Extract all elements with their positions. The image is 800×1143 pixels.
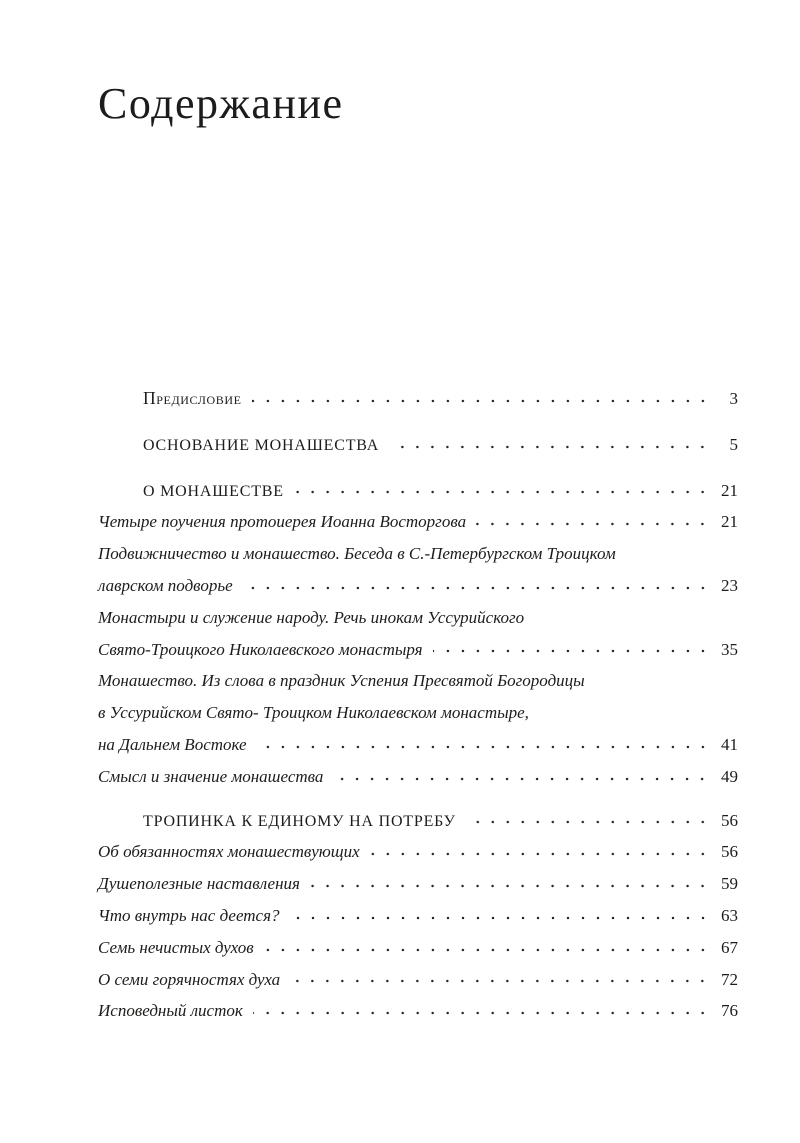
dot-leader [264,945,710,955]
toc-section-title: ОСНОВАНИЕ МОНАШЕСТВА [143,436,380,454]
toc-entry[interactable] [98,995,738,1027]
dot-leader [333,774,710,784]
toc-page-number: 56 [721,810,738,830]
toc-page-number: 23 [721,575,738,595]
dot-leader [476,519,710,529]
toc-entry-title: Свято-Троицкого Николаевского монастыря [98,639,423,659]
dot-leader [389,442,710,452]
toc-entry-title: в Уссурийском Свято- Троицком Николаевском монастыре, [98,703,529,723]
dot-leader [290,913,711,923]
toc-entry-title: на Дальнем Востоке [98,734,247,754]
toc-page-number: 72 [721,969,738,989]
dot-leader [294,487,710,497]
toc-entry[interactable] [98,964,738,996]
toc-entry-line[interactable] [98,538,738,570]
toc-section-founding[interactable] [98,429,738,461]
toc-entry[interactable] [98,634,738,666]
dot-leader [243,583,710,593]
page-title: Содержание [98,79,344,128]
toc-entry[interactable] [98,761,738,793]
toc-entry-title: Смысл и значение монашества [98,766,324,786]
toc-entry-title: Предисловие [143,388,242,408]
toc-page-number: 35 [721,639,738,659]
toc-entry[interactable] [98,506,738,538]
toc-entry[interactable] [98,570,738,602]
dot-leader [433,646,710,656]
dot-leader [257,742,710,752]
toc-section-path[interactable] [98,805,738,837]
toc-page-number: 67 [721,937,738,957]
toc-entry-title: Подвижничество и монашество. Беседа в С.-Петербургском Троицком [98,544,616,564]
toc-entry-title: Душеполезные наставления [98,874,300,894]
toc-entry-line[interactable] [98,697,738,729]
toc-entry-title: Семь нечистых духов [98,937,254,957]
toc-entry-title: Исповедный листок [98,1001,243,1021]
toc-page-number: 76 [721,1001,738,1021]
toc-entry-title: Что внутрь нас деется? [98,905,280,925]
toc-entry-title: Об обязанностях монашествующих [98,842,360,862]
toc-entry[interactable] [98,900,738,932]
toc-entry-title: Четыре поучения протоиерея Иоанна Восторгова [98,512,467,532]
toc-entry[interactable] [98,932,738,964]
dot-leader [253,1008,710,1018]
dot-leader [290,976,710,986]
dot-leader [466,817,710,827]
dot-leader [252,396,710,406]
toc-page-number: 59 [721,874,738,894]
toc-entry-preface[interactable] [98,383,738,415]
toc-entry-line[interactable] [98,602,738,634]
toc-entry[interactable] [98,836,738,868]
toc-entry[interactable] [98,729,738,761]
toc-entry-line[interactable] [98,665,738,697]
toc-section-monasticism[interactable] [98,475,738,507]
toc-page-number: 5 [729,434,738,454]
table-of-contents [98,383,738,1027]
toc-page-number: 3 [729,389,738,408]
toc-entry-title: О семи горячностях духа [98,969,281,989]
toc-entry-title: Монашество. Из слова в праздник Успения Пресвятой Богородицы [98,671,585,691]
toc-page-number: 21 [721,512,738,532]
toc-page-number: 63 [721,905,738,925]
toc-page-number: 56 [721,842,738,862]
dot-leader [310,881,710,891]
toc-entry-title: Монастыри и служение народу. Речь инокам Уссурийского [98,607,525,627]
toc-entry-title: лаврском подворье [98,575,233,595]
toc-section-title: О МОНАШЕСТВЕ [143,482,284,500]
toc-page-number: 49 [721,766,738,786]
toc-page-number: 41 [721,734,738,754]
toc-section-title: ТРОПИНКА К ЕДИНОМУ НА ПОТРЕБУ [143,812,456,830]
toc-page-number: 21 [721,480,738,500]
toc-entry[interactable] [98,868,738,900]
dot-leader [370,849,710,859]
